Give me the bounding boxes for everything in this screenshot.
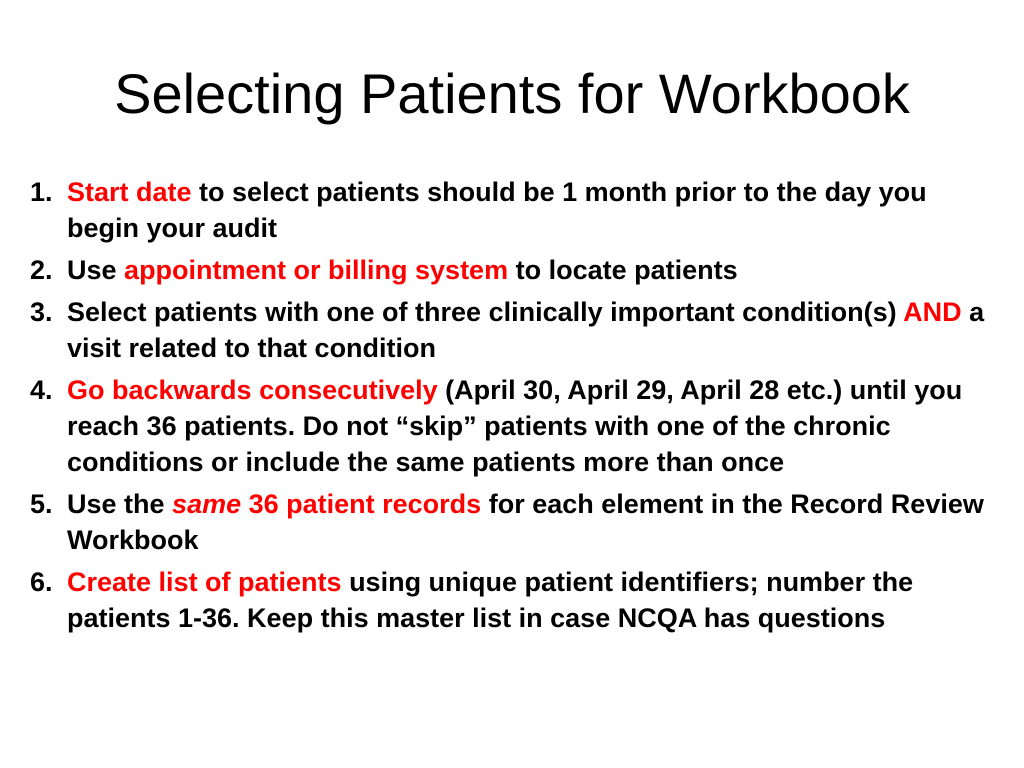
highlight-text: appointment or billing system [124,255,509,285]
item-text: to select patients should be 1 month prior to the day you begin your audit [67,177,927,243]
item-text: Use [67,255,125,285]
item-text: a visit related to that condition [67,297,985,363]
list-item [30,174,990,246]
highlight-text: Go backwards consecutively [67,375,438,405]
slide-title: Selecting Patients for Workbook [114,62,910,125]
item-number: 1. [30,177,53,207]
list-item [30,294,990,366]
list-item [30,252,990,288]
list-item [30,486,990,558]
item-text: using unique patient identifiers; number the patients 1-36. Keep this master list in case NCQA has questions [67,567,914,633]
highlight-text: AND [903,297,962,327]
highlight-text: 36 patient records [241,489,482,519]
highlight-text: Create list of patients [67,567,342,597]
item-text: for each element in the Record Review Workbook [67,489,984,555]
item-number: 4. [30,375,53,405]
item-text: Select patients with one of three clinically important condition(s) [67,297,904,327]
highlight-text: Start date [67,177,192,207]
list-item [30,372,990,480]
item-text: (April 30, April 29, April 28 etc.) until you reach 36 patients. Do not “skip” patients with one of the chronic conditions or include the same patients more than once [67,375,963,477]
item-number: 2. [30,255,53,285]
instruction-list [30,174,990,642]
item-number: 3. [30,297,53,327]
item-text: to locate patients [508,255,738,285]
list-item [30,564,990,636]
item-number: 5. [30,489,53,519]
highlight-text-italic: same [172,489,242,519]
item-text: Use the [67,489,173,519]
item-number: 6. [30,567,53,597]
